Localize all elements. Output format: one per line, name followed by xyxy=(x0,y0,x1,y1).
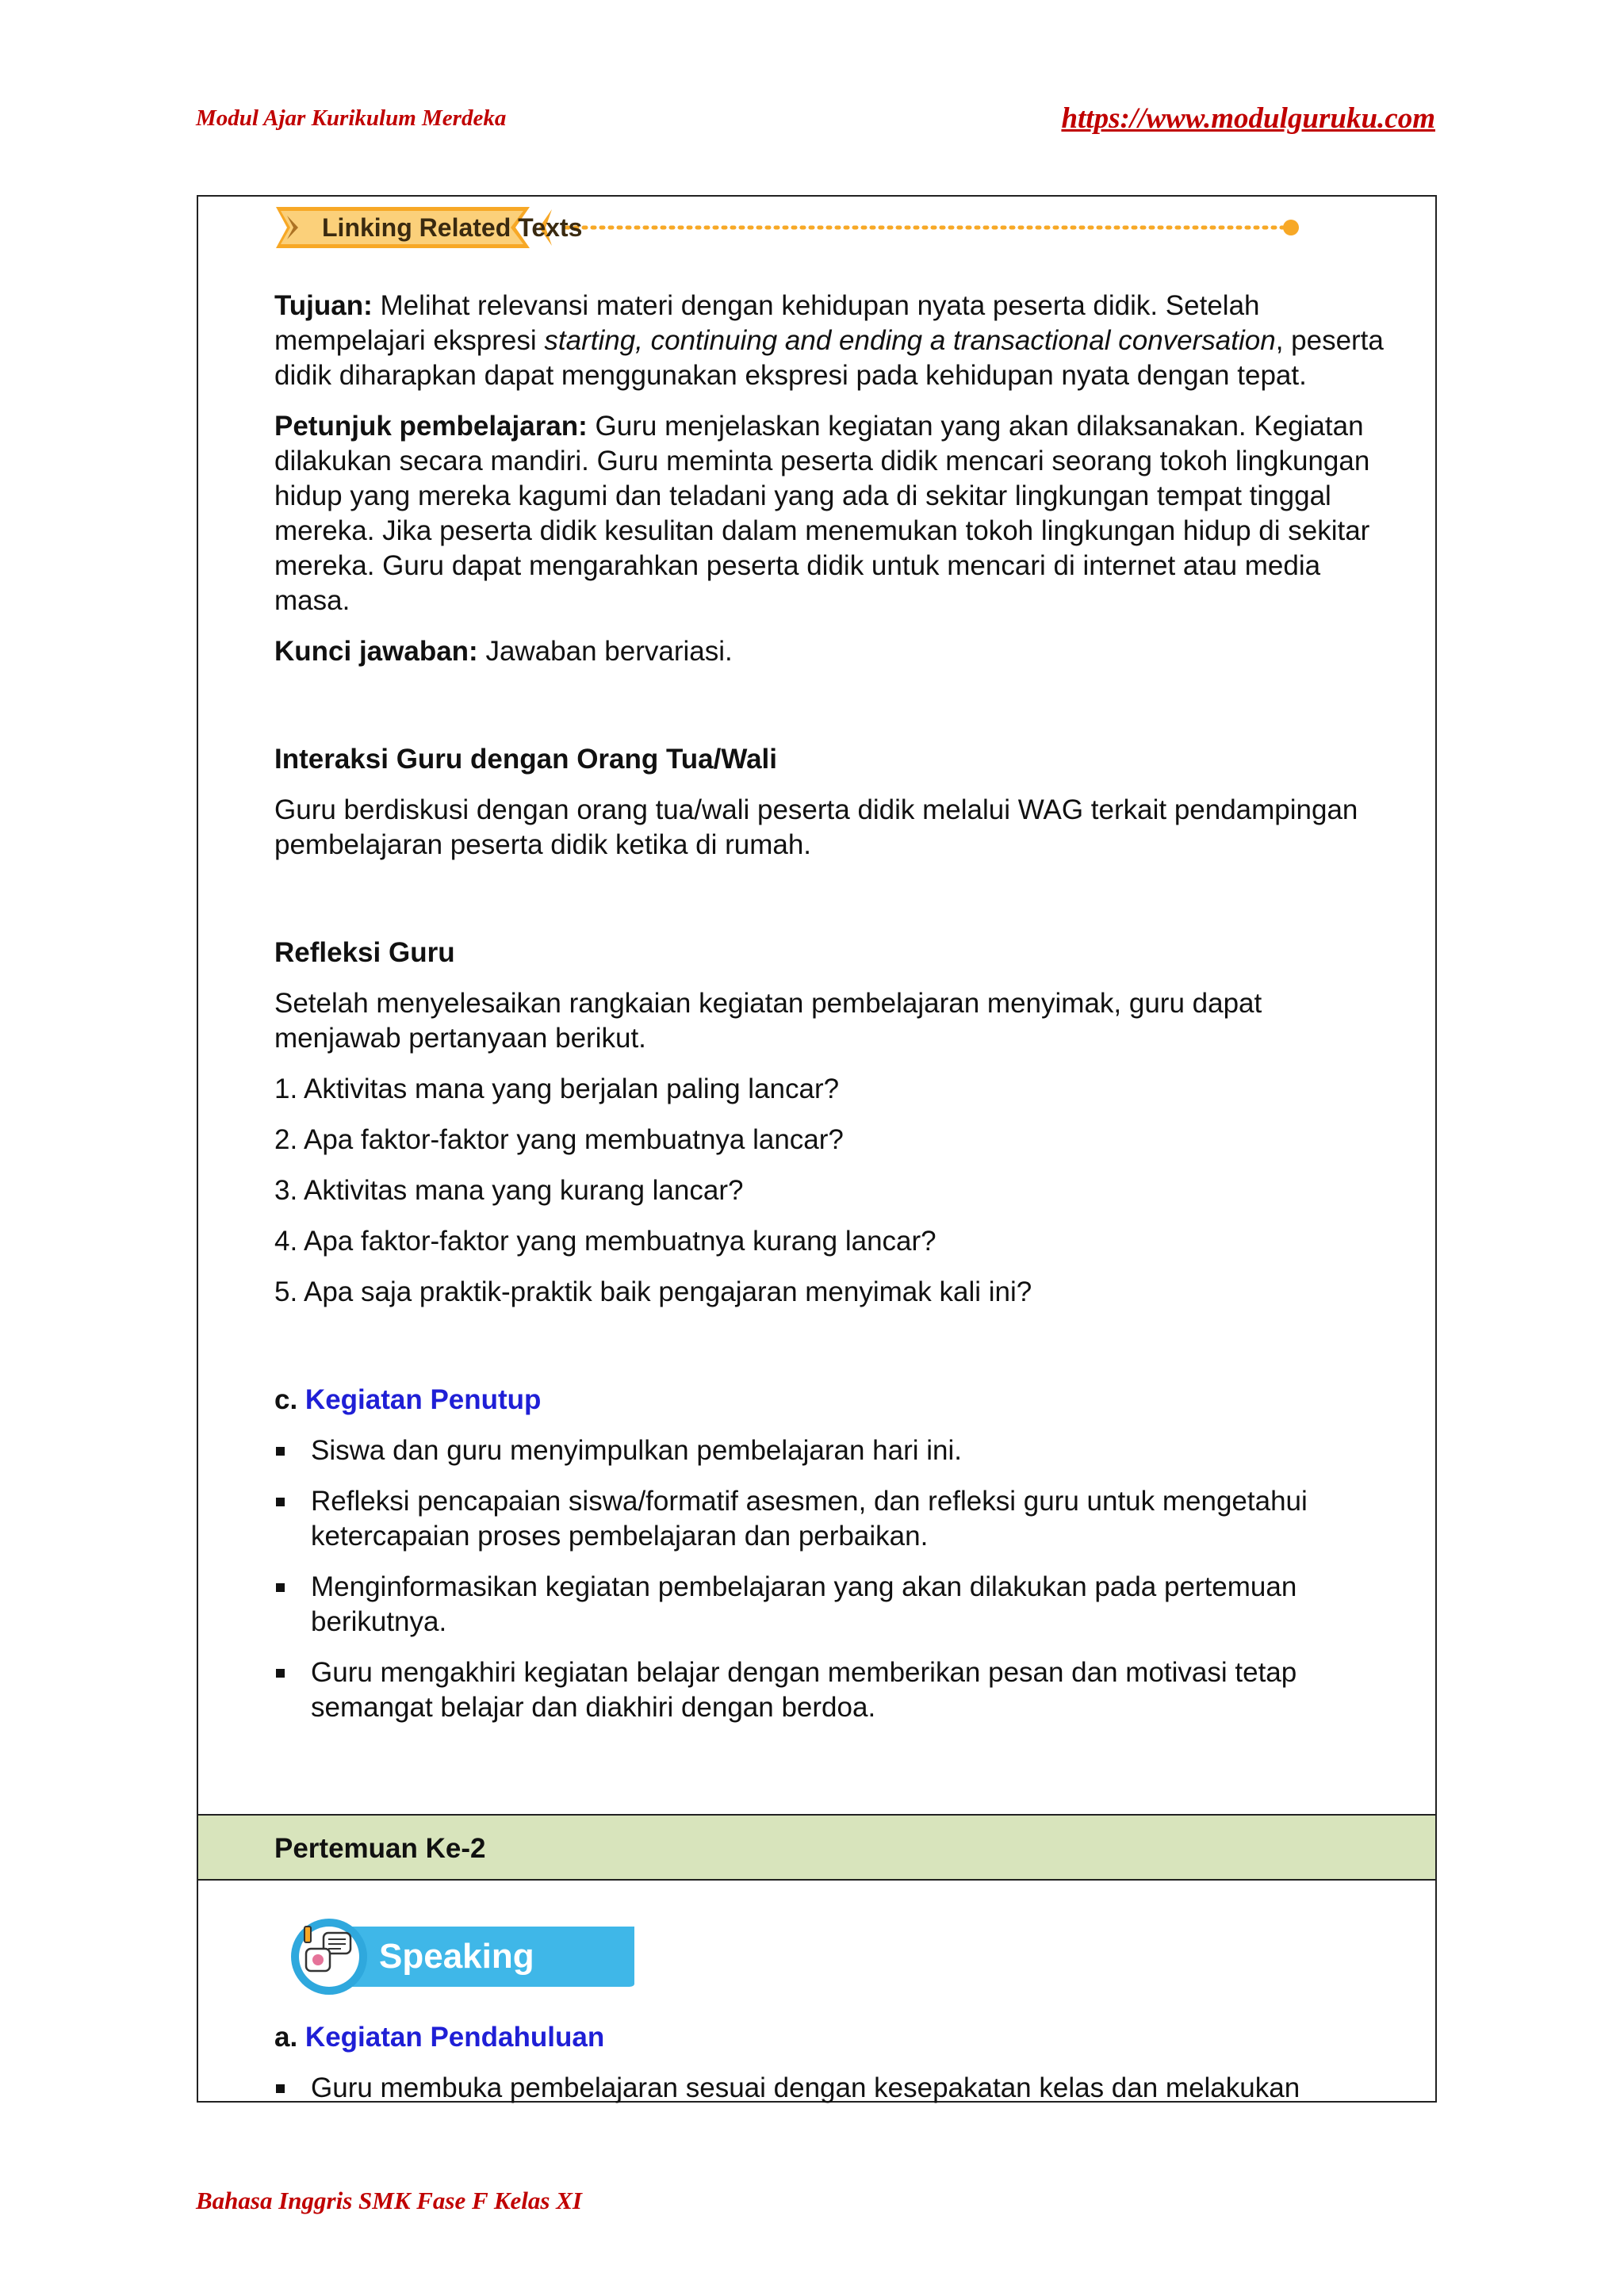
list-item: 4. Apa faktor-faktor yang membuatnya kurang lancar? xyxy=(274,1226,936,1257)
tujuan-label: Tujuan: xyxy=(274,290,373,321)
linking-related-texts-banner xyxy=(276,205,1307,251)
pendahuluan-heading: a. Kegiatan Pendahuluan xyxy=(274,2022,605,2053)
tujuan-paragraph: Tujuan: Melihat relevansi materi dengan kehidupan nyata peserta didik. Setelah mempelajari ekspresi starting, continuing and ending a transactional conversation, peserta didik diharapkan dapat menggunakan ekspresi pada kehidupan nyata dengan tepat. xyxy=(274,290,1384,391)
section-pertemuan-2 xyxy=(198,1881,1435,2103)
kunci-paragraph: Kunci jawaban: Jawaban bervariasi. xyxy=(274,636,733,667)
list-item: 5. Apa saja praktik-praktik baik pengajaran menyimak kali ini? xyxy=(274,1276,1032,1307)
list-item: 3. Aktivitas mana yang kurang lancar? xyxy=(274,1175,744,1206)
bullet-item: Siswa dan guru menyimpulkan pembelajaran hari ini. xyxy=(274,1433,1388,1468)
interaksi-heading: Interaksi Guru dengan Orang Tua/Wali xyxy=(274,744,777,775)
interaksi-paragraph: Guru berdiskusi dengan orang tua/wali peserta didik melalui WAG terkait pendampingan pembelajaran peserta didik ketika di rumah. xyxy=(274,794,1358,860)
pendahuluan-body xyxy=(274,2020,1388,2106)
content-table xyxy=(197,195,1437,2103)
header-website-link[interactable]: https://www.modulguruku.com xyxy=(1061,102,1435,135)
bullet-item: Guru membuka pembelajaran sesuai dengan kesepakatan kelas dan melakukan xyxy=(274,2071,1388,2106)
bullet-item: Guru mengakhiri kegiatan belajar dengan memberikan pesan dan motivasi tetap semangat belajar dan diakhiri dengan berdoa. xyxy=(274,1655,1388,1725)
banner-label: Speaking xyxy=(379,1937,534,1976)
kunci-label: Kunci jawaban: xyxy=(274,636,478,667)
penutup-heading: c. Kegiatan Penutup xyxy=(274,1384,542,1415)
bullet-item: Refleksi pencapaian siswa/formatif asesmen, dan refleksi guru untuk mengetahui ketercapaian proses pembelajaran dan perbaikan. xyxy=(274,1484,1388,1554)
speaking-banner xyxy=(285,1915,634,2003)
refleksi-intro: Setelah menyelesaikan rangkaian kegiatan pembelajaran menyimak, guru dapat menjawab pertanyaan berikut. xyxy=(274,988,1262,1054)
tujuan-italic: starting, continuing and ending a transactional conversation xyxy=(544,325,1276,356)
footer-text: Bahasa Inggris SMK Fase F Kelas XI xyxy=(196,2187,582,2214)
section-pertemuan-1 xyxy=(198,197,1435,1814)
refleksi-heading: Refleksi Guru xyxy=(274,937,455,968)
header-module-title: Modul Ajar Kurikulum Merdeka xyxy=(196,105,507,131)
banner-label: Linking Related Texts xyxy=(322,213,583,242)
list-item: 2. Apa faktor-faktor yang membuatnya lancar? xyxy=(274,1124,844,1155)
bullet-item: Menginformasikan kegiatan pembelajaran yang akan dilakukan pada pertemuan berikutnya. xyxy=(274,1570,1388,1640)
petunjuk-label: Petunjuk pembelajaran: xyxy=(274,411,588,442)
pertemuan-label: Pertemuan Ke-2 xyxy=(274,1833,486,1864)
list-item: 1. Aktivitas mana yang berjalan paling lancar? xyxy=(274,1073,840,1104)
section-body xyxy=(274,289,1388,1725)
petunjuk-paragraph: Petunjuk pembelajaran: Guru menjelaskan kegiatan yang akan dilaksanakan. Kegiatan dilakukan secara mandiri. Guru meminta peserta didik mencari seorang tokoh lingkungan hidup yang mereka kagumi dan teladani yang ada di sekitar lingkungan tempat tinggal mereka. Jika peserta didik kesulitan dalam menemukan tokoh lingkungan hidup di sekitar mereka. Guru dapat mengarahkan peserta didik untuk mencari di internet atau media masa. xyxy=(274,411,1370,616)
pertemuan-row xyxy=(198,1814,1435,1881)
